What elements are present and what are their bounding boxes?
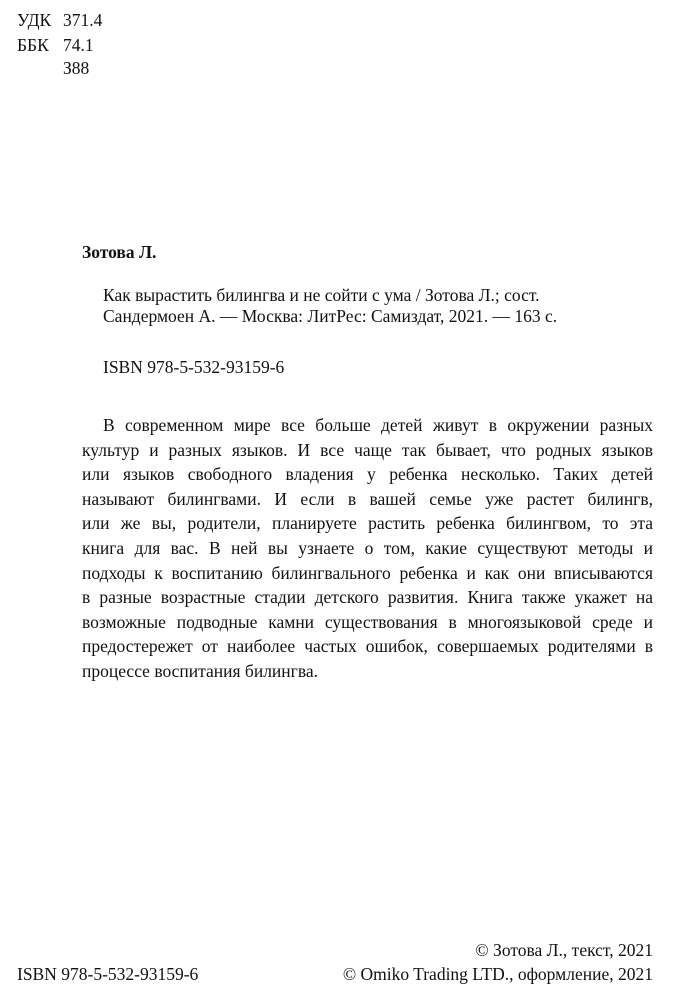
bibliographic-record-line-2: Сандермоен А. — Москва: ЛитРес: Самиздат, 2021. — 163 с.: [103, 306, 558, 326]
annotation-line: культур и разных языков. И все чаще так бывает, что родных языков: [82, 439, 653, 460]
bbk-value: 74.1: [63, 35, 94, 55]
annotation-line: или языков свободного владения у ребенка несколько. Таких детей: [82, 464, 653, 485]
udk-label: УДК: [17, 10, 52, 30]
footer-isbn: ISBN 978-5-532-93159-6: [17, 964, 199, 984]
author-mark: З88: [63, 58, 90, 78]
annotation-line: подходы к воспитанию билингвального ребенка и как они вписываются: [82, 562, 653, 583]
annotation-paragraph: [82, 413, 653, 684]
author-heading: Зотова Л.: [82, 242, 157, 262]
annotation-line: книга для вас. В ней вы узнаете о том, какие существуют методы и: [82, 537, 653, 558]
annotation-line: процессе воспитания билингва.: [82, 660, 319, 681]
annotation-line: называют билингвами. И если в вашей семье уже растет билингв,: [82, 488, 653, 509]
bbk-label: ББК: [17, 35, 49, 55]
copyright-design: © Omiko Trading LTD., оформление, 2021: [342, 964, 653, 984]
udk-value: 371.4: [63, 10, 103, 30]
annotation-line: предостережет от наиболее частых ошибок, совершаемых родителями в: [82, 636, 653, 657]
bibliographic-record-line-1: Как вырастить билингва и не сойти с ума / Зотова Л.; сост.: [103, 285, 540, 305]
annotation-line: возможные подводные камни существования в многоязыковой среде и: [82, 611, 653, 632]
annotation-line: или же вы, родители, планируете растить ребенка билингвом, то эта: [82, 513, 653, 534]
annotation-line: В современном мире все больше детей живут в окружении разных: [103, 415, 653, 435]
annotation-line: в разные возрастные стадии детского развития. Книга также укажет на: [82, 587, 653, 608]
copyright-text: © Зотова Л., текст, 2021: [475, 940, 653, 960]
isbn: ISBN 978-5-532-93159-6: [103, 357, 285, 377]
